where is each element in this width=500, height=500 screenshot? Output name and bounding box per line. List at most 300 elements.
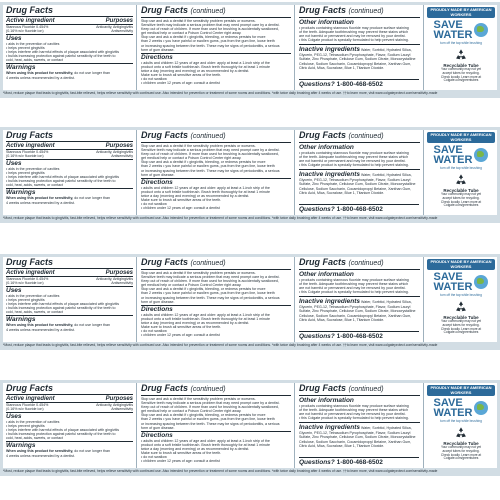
recyclable-line: Check locally. Learn more at: [440, 199, 482, 204]
continued-label: (continued): [348, 260, 384, 267]
active-ingredient: Stannous Fluoride 0.454%: [6, 25, 49, 29]
inactive-line: Citric Acid, Mica, Sucralose, Blue 1, Titanium Dioxide.: [299, 317, 385, 322]
uses-item: • aids in the prevention of cavities: [6, 42, 60, 46]
uses-item: • helps prevent gingivitis: [6, 171, 45, 176]
active-header: [6, 396, 133, 403]
save-water-tagline: turn off the tap while brushing: [440, 166, 482, 170]
warnings-heading: Warnings: [6, 315, 133, 323]
questions-line: [299, 79, 419, 88]
stop-use-line: than 2 weeks • you have painful or swollen gums, pus from the gum line, loose teeth: [141, 291, 275, 296]
recycle-icon: [454, 300, 468, 314]
warnings-heading: Warnings: [6, 441, 133, 449]
inactive-line: Cellulose, Sodium Saccharin, Cocamidopropyl Betaine, Xanthan Gum,: [299, 313, 412, 318]
active-ingredient: Stannous Fluoride 0.454%: [6, 277, 49, 281]
stop-use-line: Stop use and ask a dentist if the sensitivity problem persists or worsens.: [141, 397, 256, 401]
directions-heading: Directions: [141, 431, 291, 439]
save-water-text: [434, 145, 473, 165]
uses-item: • builds increasing protection against painful sensitivity of the teeth to: [6, 432, 116, 437]
disclaimer-footer: *Most, reduce plaque that leads to gingivitis, fast-bite relieved, helps relieve sensitivity with continued use. Also intended for prevention or treatment of some rooms and conditions. *with twice daily brushing after 4 weeks of use. ††to learn more, visit www.colgateprotect.com/sensitivity-made: [3, 343, 438, 347]
warnings-text: [6, 71, 133, 79]
drug-facts-continued-title: [299, 258, 420, 270]
antisensitivity-purpose: Antisensitivity: [111, 281, 133, 285]
antisensitivity-purpose: Antisensitivity: [111, 29, 133, 33]
inactive-line: Sulfate, Zinc Phosphate, Cellulose Gum, Sodium Citrate, Monocrystalline: [299, 435, 416, 440]
warnings-text: [6, 196, 133, 204]
other-information-item: • products containing stannous fluoride may produce surface staining: [299, 404, 409, 408]
other-information-item: are not harmful or permanent and may be removed by your dentist.: [299, 159, 406, 164]
warnings-heading: Warnings: [6, 188, 133, 196]
questions-label: Questions?: [299, 333, 335, 340]
active-ingredient-label: Active ingredient: [6, 270, 55, 276]
questions-phone: 1-800-468-6502: [336, 459, 383, 466]
recyclable-line: accept tubes for recycling.: [442, 448, 480, 453]
stop-use-line: or increasing spacing between the teeth. These may be signs of periodontitis, a serious: [141, 295, 280, 300]
drug-facts-column-1: [3, 257, 137, 342]
save-text: SAVE: [433, 144, 463, 156]
other-information-heading: Other information: [299, 144, 354, 151]
save-water-logo: [427, 272, 495, 292]
directions-item: • adults and children 12 years of age and older: apply at least a 1-inch strip of the: [141, 438, 270, 443]
drug-facts-column-2: [138, 257, 295, 342]
questions-phone: 1-800-468-6502: [336, 81, 383, 88]
directions-item: • do not swallow: [141, 202, 167, 207]
warnings-text: [6, 449, 133, 457]
directions-item: product onto a soft bristle toothbrush. Brush teeth thoroughly for at least 1 minute: [141, 316, 271, 321]
recycle-icon: [454, 173, 468, 187]
questions-line: [299, 204, 419, 213]
stop-use-line: Keep out of reach of children. If more than used for brushing is accidentally swallowed,: [141, 279, 279, 284]
drug-facts-column-1: [3, 383, 137, 468]
uses-item: • aids in the prevention of cavities: [6, 420, 60, 424]
warnings-body: do not use longer than: [74, 196, 110, 201]
drug-facts-panel: [0, 380, 500, 476]
recyclable-info: [427, 320, 495, 335]
directions-list: [141, 186, 291, 211]
recyclable-line: Colgate.com/greentubes: [443, 78, 479, 83]
recycle-icon: [454, 48, 468, 62]
drug-facts-column-2: [138, 130, 295, 215]
directions-item: • adults and children 12 years of age and older: apply at least a 1-inch strip of the: [141, 60, 270, 65]
disclaimer-footer: *Most, reduce plaque that leads to gingivitis, fast-bite relieved, helps relieve sensitivity with continued use. Also intended for prevention or treatment of some rooms and conditions. *with twice daily brushing after 4 weeks of use. ††to learn more, visit www.colgateprotect.com/sensitivity-made: [3, 469, 438, 473]
active-ingredient: Stannous Fluoride 0.454%: [6, 150, 49, 154]
drug-facts-column-3: [296, 130, 424, 215]
title-text: Drug Facts: [299, 383, 347, 393]
directions-heading: Directions: [141, 53, 291, 61]
drug-facts-column-3: [296, 257, 424, 342]
uses-item: • builds increasing protection against painful sensitivity of the teeth to: [6, 306, 116, 311]
other-information-heading: Other information: [299, 19, 354, 26]
inactive-line: Citric Acid, Mica, Sucralose, Blue 1, Titanium Dioxide.: [299, 443, 385, 448]
inactive-line: Cellulose, Sodium Saccharin, Cocamidopropyl Betaine, Xanthan Gum,: [299, 61, 412, 66]
stop-use-line: form of gum disease.: [141, 172, 175, 177]
active-purpose: Anticavity, Antigingivitis: [96, 403, 133, 407]
purposes-label: Purposes: [105, 143, 133, 149]
other-information-item: of the teeth. Adequate toothbrushing may prevent these stains which: [299, 282, 409, 287]
directions-list: [141, 313, 291, 338]
proudly-made-badge: PROUDLY MADE BY AMERICAN WORKERS: [427, 7, 495, 18]
uses-list: [6, 294, 133, 314]
uses-item: cold, heat, acids, sweets, or contact: [6, 310, 63, 315]
drug-facts-continued-title: [141, 384, 291, 396]
warnings-bold: When using this product for sensitivity,: [6, 71, 74, 76]
other-information-list: [299, 26, 420, 42]
drug-facts-panel: [0, 254, 500, 350]
stop-use-line: or increasing spacing between the teeth. These may be signs of periodontitis, a serious: [141, 43, 280, 48]
stop-use-line: than 2 weeks • you have painful or swollen gums, pus from the gum line, loose teeth: [141, 39, 275, 44]
stop-use-line: Stop use and ask a dentist if • gingivitis, bleeding, or redness persists for more: [141, 287, 266, 292]
panel-inner: [3, 5, 497, 90]
title-text: Drug Facts: [299, 257, 347, 267]
uses-item: • aids in the prevention of cavities: [6, 167, 60, 171]
inactive-line: Water, Sorbitol, Hydrated Silica,: [361, 426, 412, 431]
directions-item: product onto a soft bristle toothbrush. Brush teeth thoroughly for at least 1 minute: [141, 442, 271, 447]
title-text: Drug Facts: [141, 383, 189, 393]
uses-heading: Uses: [6, 412, 133, 420]
drug-facts-column-1: [3, 5, 137, 90]
save-text: SAVE: [433, 271, 463, 283]
directions-item: twice a day (morning and evening) or as recommended by a dentist.: [141, 193, 250, 198]
stop-use-line: get medical help or contact a Poison Control Center right away.: [141, 156, 242, 161]
directions-item: • children under 12 years of age: consult a dentist: [141, 333, 220, 338]
continued-label: (continued): [348, 386, 384, 393]
inactive-line: Sulfate, Zinc Phosphate, Cellulose Gum, Sodium Citrate, Monocrystalline: [299, 57, 416, 62]
recyclable-line: Your community may not yet: [440, 319, 482, 323]
drug-facts-panel: [0, 2, 500, 98]
warnings-bold: When using this product for sensitivity,: [6, 196, 74, 201]
uses-heading: Uses: [6, 34, 133, 42]
uses-item: cold, heat, acids, sweets, or contact: [6, 58, 63, 63]
uses-item: • helps prevent gingivitis: [6, 424, 45, 429]
recyclable-line: Colgate.com/greentubes: [443, 456, 479, 461]
save-text: SAVE: [433, 397, 463, 409]
recyclable-line: Your community may not yet: [440, 67, 482, 71]
recyclable-line: accept tubes for recycling.: [442, 70, 480, 75]
uses-list: [6, 42, 133, 62]
uses-item: cold, heat, acids, sweets, or contact: [6, 183, 63, 188]
globe-icon: [474, 148, 488, 162]
proudly-made-badge: PROUDLY MADE BY AMERICAN WORKERS: [427, 259, 495, 270]
stop-use-line: Stop use and ask a dentist if the sensitivity problem persists or worsens.: [141, 19, 256, 23]
save-water-tagline: turn off the tap while brushing: [440, 419, 482, 423]
directions-item: • children under 12 years of age: consult a dentist: [141, 459, 220, 464]
recyclable-tube-title: Recyclable Tube: [443, 188, 479, 193]
stop-use-line: than 2 weeks • you have painful or swollen gums, pus from the gum line, loose teeth: [141, 164, 275, 169]
continued-label: (continued): [348, 133, 384, 140]
inactive-line: Glycerin, PEG-12, Tetrasodium Pyrophosphate, Flavor, Sodium Lauryl: [299, 305, 411, 310]
drug-facts-continued-title: [141, 131, 291, 143]
questions-line: [299, 331, 419, 340]
directions-item: twice a day (morning and evening) or as recommended by a dentist.: [141, 446, 250, 451]
questions-label: Questions?: [299, 459, 335, 466]
directions-item: • adults and children 12 years of age and older: apply at least a 1-inch strip of the: [141, 312, 270, 317]
recyclable-tube-title: Recyclable Tube: [443, 315, 479, 320]
other-information-item: • products containing stannous fluoride may produce surface staining: [299, 26, 409, 30]
other-information-item: • this Colgate product is specially formulated to help prevent staining.: [299, 416, 409, 421]
recyclable-line: Check locally. Learn more at: [440, 74, 482, 79]
save-water-text: [434, 272, 473, 292]
directions-item: • children under 12 years of age: consult a dentist: [141, 81, 220, 86]
title-text: Drug Facts: [299, 5, 347, 15]
water-text: WATER: [433, 281, 473, 293]
uses-item: • builds increasing protection against painful sensitivity of the teeth to: [6, 54, 116, 59]
other-information-item: are not harmful or permanent and may be removed by your dentist.: [299, 412, 406, 417]
inactive-ingredients: [299, 296, 420, 321]
stop-use-line: get medical help or contact a Poison Control Center right away.: [141, 283, 242, 288]
globe-icon: [474, 401, 488, 415]
other-information-item: of the teeth. Adequate toothbrushing may prevent these stains which: [299, 408, 409, 413]
directions-list: [141, 61, 291, 86]
save-text: SAVE: [433, 19, 463, 31]
directions-item: twice a day (morning and evening) or as recommended by a dentist.: [141, 320, 250, 325]
warnings-body-2: 4 weeks unless recommended by a dentist.: [6, 75, 75, 80]
directions-item: Make sure to brush all sensitive areas of the teeth.: [141, 73, 222, 78]
stop-use-line: Sensitive teeth may indicate a serious problem that may need prompt care by a dentist.: [141, 23, 280, 28]
disclaimer-footer: *Most, reduce plaque that leads to gingivitis, fast-bite relieved, helps relieve sensitivity with continued use. Also intended for prevention or treatment of some rooms and conditions. *with twice daily brushing after 4 weeks of use. ††to learn more, visit www.colgateprotect.com/sensitivity-made: [3, 216, 438, 220]
active-ingredient-row-2: [6, 407, 133, 411]
other-information-item: • this Colgate product is specially formulated to help prevent staining.: [299, 290, 409, 295]
active-ingredient: Stannous Fluoride 0.454%: [6, 403, 49, 407]
title-text: Drug Facts: [299, 130, 347, 140]
title-text: Drug Facts: [141, 5, 189, 15]
drug-facts-column-3: [296, 383, 424, 468]
warnings-body: do not use longer than: [74, 71, 110, 76]
drug-facts-continued-title: [141, 6, 291, 18]
other-information-item: are not harmful or permanent and may be removed by your dentist.: [299, 286, 406, 291]
questions-phone: 1-800-468-6502: [336, 206, 383, 213]
active-ingredient-row-2: [6, 29, 133, 33]
other-information-list: [299, 278, 420, 294]
drug-facts-continued-title: [299, 6, 420, 18]
recyclable-info: [427, 68, 495, 83]
recyclable-line: accept tubes for recycling.: [442, 195, 480, 200]
warnings-body-2: 4 weeks unless recommended by a dentist.: [6, 453, 75, 458]
stop-use-text: [141, 144, 291, 177]
inactive-ingredients-heading: Inactive ingredients: [299, 46, 361, 54]
other-information-item: • this Colgate product is specially formulated to help prevent staining.: [299, 38, 409, 43]
recyclable-line: accept tubes for recycling.: [442, 322, 480, 327]
uses-heading: Uses: [6, 286, 133, 294]
inactive-line: Citric Acid, Mica, Sucralose, Blue 1, Titanium Dioxide.: [299, 65, 385, 70]
questions-line: [299, 457, 419, 466]
purposes-label: Purposes: [105, 18, 133, 24]
directions-item: • do not swallow: [141, 329, 167, 334]
antisensitivity-purpose: Antisensitivity: [111, 407, 133, 411]
stop-use-line: Keep out of reach of children. If more than used for brushing is accidentally swallowed,: [141, 27, 279, 32]
inactive-line: Water, Sorbitol, Hydrated Silica,: [361, 300, 412, 305]
stop-use-line: or increasing spacing between the teeth. These may be signs of periodontitis, a serious: [141, 168, 280, 173]
drug-facts-column-3: [296, 5, 424, 90]
questions-phone: 1-800-468-6502: [336, 333, 383, 340]
badges-column: [425, 5, 497, 90]
uses-item: • helps prevent gingivitis: [6, 46, 45, 51]
drug-facts-continued-title: [141, 258, 291, 270]
uses-item: • helps prevent gingivitis: [6, 298, 45, 303]
recyclable-tube-title: Recyclable Tube: [443, 63, 479, 68]
inactive-line: Sulfate, Zinc Phosphate, Cellulose Gum, Sodium Citrate, Monocrystalline: [299, 309, 416, 314]
save-water-tagline: turn off the tap while brushing: [440, 41, 482, 45]
water-text: WATER: [433, 154, 473, 166]
other-information-item: • products containing stannous fluoride may produce surface staining: [299, 151, 409, 155]
active-purpose: Anticavity, Antigingivitis: [96, 25, 133, 29]
badges-column: [425, 383, 497, 468]
title-text: Drug Facts: [141, 257, 189, 267]
drug-facts-title: Drug Facts: [6, 6, 133, 17]
active-purpose: Anticavity, Antigingivitis: [96, 150, 133, 154]
recyclable-info: [427, 193, 495, 208]
inactive-line: Water, Sorbitol, Hydrated Silica,: [361, 173, 412, 178]
drug-facts-title: Drug Facts: [6, 258, 133, 269]
antisensitivity-purpose: Antisensitivity: [111, 154, 133, 158]
stop-use-line: Stop use and ask a dentist if • gingivitis, bleeding, or redness persists for more: [141, 160, 266, 165]
active-ingredient-row-2: [6, 281, 133, 285]
title-text: Drug Facts: [141, 130, 189, 140]
drug-facts-column-2: [138, 383, 295, 468]
uses-item: cold, heat, acids, sweets, or contact: [6, 436, 63, 441]
save-water-logo: [427, 20, 495, 40]
inactive-line: Glycerin, PEG-12, Tetrasodium Pyrophosphate, Flavor, Sodium Lauryl: [299, 431, 411, 436]
uses-list: [6, 420, 133, 440]
drug-facts-panel: [0, 127, 500, 223]
active-ingredient-label: Active ingredient: [6, 18, 55, 24]
active-header: [6, 18, 133, 25]
stop-use-line: Stop use and ask a dentist if • gingivitis, bleeding, or redness persists for more: [141, 413, 266, 418]
inactive-ingredients: [299, 169, 420, 194]
directions-item: • do not swallow: [141, 77, 167, 82]
inactive-ingredients: [299, 422, 420, 447]
active-header: [6, 270, 133, 277]
stop-use-line: Keep out of reach of children. If more than used for brushing is accidentally swallowed,: [141, 405, 279, 410]
water-text: WATER: [433, 407, 473, 419]
directions-item: Make sure to brush all sensitive areas of the teeth.: [141, 325, 222, 330]
stop-use-line: form of gum disease.: [141, 425, 175, 430]
purposes-label: Purposes: [105, 270, 133, 276]
stop-use-line: than 2 weeks • you have painful or swollen gums, pus from the gum line, loose teeth: [141, 417, 275, 422]
directions-list: [141, 439, 291, 464]
inactive-line: Cellulose, Sodium Saccharin, Cocamidopropyl Betaine, Xanthan Gum,: [299, 439, 412, 444]
warnings-text: [6, 323, 133, 331]
inactive-ingredients-heading: Inactive ingredients: [299, 171, 361, 179]
other-information-heading: Other information: [299, 397, 354, 404]
water-text: WATER: [433, 29, 473, 41]
drug-facts-title: Drug Facts: [6, 384, 133, 395]
warnings-body-2: 4 weeks unless recommended by a dentist.: [6, 327, 75, 332]
active-header: [6, 143, 133, 150]
recyclable-line: Check locally. Learn more at: [440, 452, 482, 457]
inactive-line: Glycerin, PEG-12, Tetrasodium Pyrophosphate, Flavor, Sodium Lauryl: [299, 178, 411, 183]
other-information-item: of the teeth. Adequate toothbrushing may prevent these stains which: [299, 30, 409, 35]
inactive-line: Sulfate, Zinc Phosphate, Cellulose Gum, Sodium Citrate, Monocrystalline: [299, 182, 416, 187]
globe-icon: [474, 275, 488, 289]
directions-heading: Directions: [141, 305, 291, 313]
save-water-logo: [427, 145, 495, 165]
globe-icon: [474, 23, 488, 37]
stop-use-line: Sensitive teeth may indicate a serious problem that may need prompt care by a dentist.: [141, 148, 280, 153]
stop-use-line: form of gum disease.: [141, 299, 175, 304]
inactive-line: Glycerin, PEG-12, Tetrasodium Pyrophosphate, Flavor, Sodium Lauryl: [299, 53, 411, 58]
stop-use-line: Sensitive teeth may indicate a serious problem that may need prompt care by a dentist.: [141, 401, 280, 406]
stop-use-line: Stop use and ask a dentist if the sensitivity problem persists or worsens.: [141, 271, 256, 275]
continued-label: (continued): [190, 133, 226, 140]
uses-item: • helps interfere with harmful effects of plaque associated with gingivitis: [6, 428, 120, 433]
fluoride-ion: (0.16% w/v fluoride ion): [6, 407, 44, 411]
stop-use-line: form of gum disease.: [141, 47, 175, 52]
panel-inner: [3, 383, 497, 468]
warnings-body: do not use longer than: [74, 323, 110, 328]
purposes-label: Purposes: [105, 396, 133, 402]
recyclable-line: Your community may not yet: [440, 445, 482, 449]
stop-use-text: [141, 271, 291, 304]
drug-facts-column-2: [138, 5, 295, 90]
recyclable-tube-title: Recyclable Tube: [443, 441, 479, 446]
warnings-bold: When using this product for sensitivity,: [6, 449, 74, 454]
inactive-ingredients: [299, 44, 420, 69]
directions-item: product onto a soft bristle toothbrush. Brush teeth thoroughly for at least 1 minute: [141, 189, 271, 194]
recyclable-line: Colgate.com/greentubes: [443, 330, 479, 335]
badges-column: [425, 257, 497, 342]
warnings-body: do not use longer than: [74, 449, 110, 454]
directions-item: twice a day (morning and evening) or as recommended by a dentist.: [141, 68, 250, 73]
inactive-line: Water, Sorbitol, Hydrated Silica,: [361, 48, 412, 53]
proudly-made-badge: PROUDLY MADE BY AMERICAN WORKERS: [427, 385, 495, 396]
save-water-logo: [427, 398, 495, 418]
stop-use-line: get medical help or contact a Poison Control Center right away.: [141, 409, 242, 414]
continued-label: (continued): [348, 8, 384, 15]
fluoride-ion: (0.16% w/v fluoride ion): [6, 29, 44, 33]
uses-item: • helps interfere with harmful effects of plaque associated with gingivitis: [6, 175, 120, 180]
save-water-text: [434, 398, 473, 418]
directions-heading: Directions: [141, 178, 291, 186]
recyclable-line: Check locally. Learn more at: [440, 326, 482, 331]
uses-item: • aids in the prevention of cavities: [6, 294, 60, 298]
uses-item: • helps interfere with harmful effects of plaque associated with gingivitis: [6, 50, 120, 55]
stop-use-line: Stop use and ask a dentist if • gingivitis, bleeding, or redness persists for more: [141, 35, 266, 40]
stop-use-text: [141, 397, 291, 430]
warnings-body-2: 4 weeks unless recommended by a dentist.: [6, 200, 75, 205]
drug-facts-column-1: [3, 130, 137, 215]
recyclable-info: [427, 446, 495, 461]
other-information-heading: Other information: [299, 271, 354, 278]
active-ingredient-row-2: [6, 154, 133, 158]
inactive-line: Cellulose, Sodium Saccharin, Cocamidopropyl Betaine, Xanthan Gum,: [299, 186, 412, 191]
warnings-heading: Warnings: [6, 63, 133, 71]
directions-item: Make sure to brush all sensitive areas of the teeth.: [141, 451, 222, 456]
continued-label: (continued): [190, 8, 226, 15]
uses-item: • builds increasing protection against painful sensitivity of the teeth to: [6, 179, 116, 184]
warnings-bold: When using this product for sensitivity,: [6, 323, 74, 328]
active-purpose: Anticavity, Antigingivitis: [96, 277, 133, 281]
active-ingredient-label: Active ingredient: [6, 143, 55, 149]
stop-use-text: [141, 19, 291, 52]
panel-inner: [3, 130, 497, 215]
other-information-list: [299, 404, 420, 420]
drug-facts-title: Drug Facts: [6, 131, 133, 142]
recyclable-line: Your community may not yet: [440, 192, 482, 196]
other-information-item: • products containing stannous fluoride may produce surface staining: [299, 278, 409, 282]
save-water-tagline: turn off the tap while brushing: [440, 293, 482, 297]
questions-label: Questions?: [299, 206, 335, 213]
continued-label: (continued): [190, 386, 226, 393]
drug-facts-continued-title: [299, 131, 420, 143]
other-information-item: of the teeth. Adequate toothbrushing may prevent these stains which: [299, 155, 409, 160]
fluoride-ion: (0.16% w/v fluoride ion): [6, 281, 44, 285]
uses-list: [6, 167, 133, 187]
inactive-ingredients-heading: Inactive ingredients: [299, 424, 361, 432]
directions-item: • do not swallow: [141, 455, 167, 460]
recyclable-line: Colgate.com/greentubes: [443, 203, 479, 208]
other-information-item: are not harmful or permanent and may be removed by your dentist.: [299, 34, 406, 39]
drug-facts-continued-title: [299, 384, 420, 396]
continued-label: (continued): [190, 260, 226, 267]
